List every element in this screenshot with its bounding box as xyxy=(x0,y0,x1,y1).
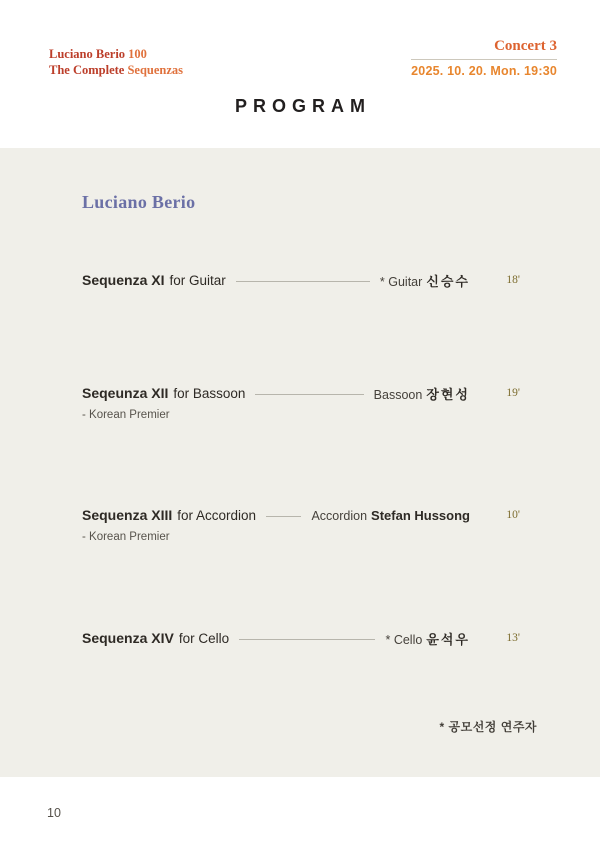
program-item-guitar xyxy=(82,270,520,290)
selection-footnote: * 공모선정 연주자 xyxy=(439,720,537,734)
series-title-name: Luciano Berio xyxy=(49,47,126,61)
performer-name: 신승수 xyxy=(426,273,470,289)
performer-instrument: Accordion xyxy=(311,508,368,523)
series-title-line2 xyxy=(49,62,183,78)
series-subtitle-main: The Complete xyxy=(49,63,125,77)
page-number: 10 xyxy=(47,806,61,820)
leader-line xyxy=(236,281,370,282)
program-item-bassoon xyxy=(82,383,520,403)
piece-instrumentation: for Cello xyxy=(178,630,230,646)
piece-instrumentation: for Guitar xyxy=(169,272,226,288)
korean-premier-note: - Korean Premier xyxy=(82,409,170,421)
series-title-block xyxy=(49,46,183,78)
concert-info-block xyxy=(411,38,557,78)
program-item-cello xyxy=(82,628,520,648)
piece-duration: 13' xyxy=(506,632,520,644)
piece-name: Seqeunza XII xyxy=(82,385,169,401)
piece-instrumentation: for Bassoon xyxy=(173,385,246,401)
leader-line xyxy=(266,516,301,517)
leader-line xyxy=(239,639,375,640)
performer-instrument: * Guitar xyxy=(379,274,423,289)
program-sheet xyxy=(0,148,600,777)
performer xyxy=(385,629,470,648)
performer-name: Stefan Hussong xyxy=(371,507,470,523)
concert-number: Concert 3 xyxy=(494,38,557,54)
series-title-anniversary: 100 xyxy=(128,47,147,61)
series-title-line1 xyxy=(49,46,183,62)
concert-datetime: 2025. 10. 20. Mon. 19:30 xyxy=(411,59,557,78)
piece-name: Sequenza XI xyxy=(82,272,165,288)
performer xyxy=(311,508,470,523)
leader-line xyxy=(255,394,363,395)
performer-instrument: * Cello xyxy=(385,632,423,647)
performer-name: 윤석우 xyxy=(426,631,470,647)
performer xyxy=(374,384,470,403)
piece-name: Sequenza XIV xyxy=(82,630,174,646)
piece-duration: 19' xyxy=(506,387,520,399)
performer-name: 장현성 xyxy=(426,386,470,402)
series-subtitle-accent: Sequenzas xyxy=(127,63,184,77)
piece-duration: 18' xyxy=(506,274,520,286)
program-item-accordion xyxy=(82,505,520,525)
piece-instrumentation: for Accordion xyxy=(177,507,257,523)
performer-instrument: Bassoon xyxy=(373,387,423,402)
composer-name: Luciano Berio xyxy=(82,192,196,212)
piece-name: Sequenza XIII xyxy=(82,507,173,523)
piece-duration: 10' xyxy=(506,509,520,521)
korean-premier-note: - Korean Premier xyxy=(82,531,170,543)
performer xyxy=(380,271,470,290)
page-title: PROGRAM xyxy=(235,96,371,116)
